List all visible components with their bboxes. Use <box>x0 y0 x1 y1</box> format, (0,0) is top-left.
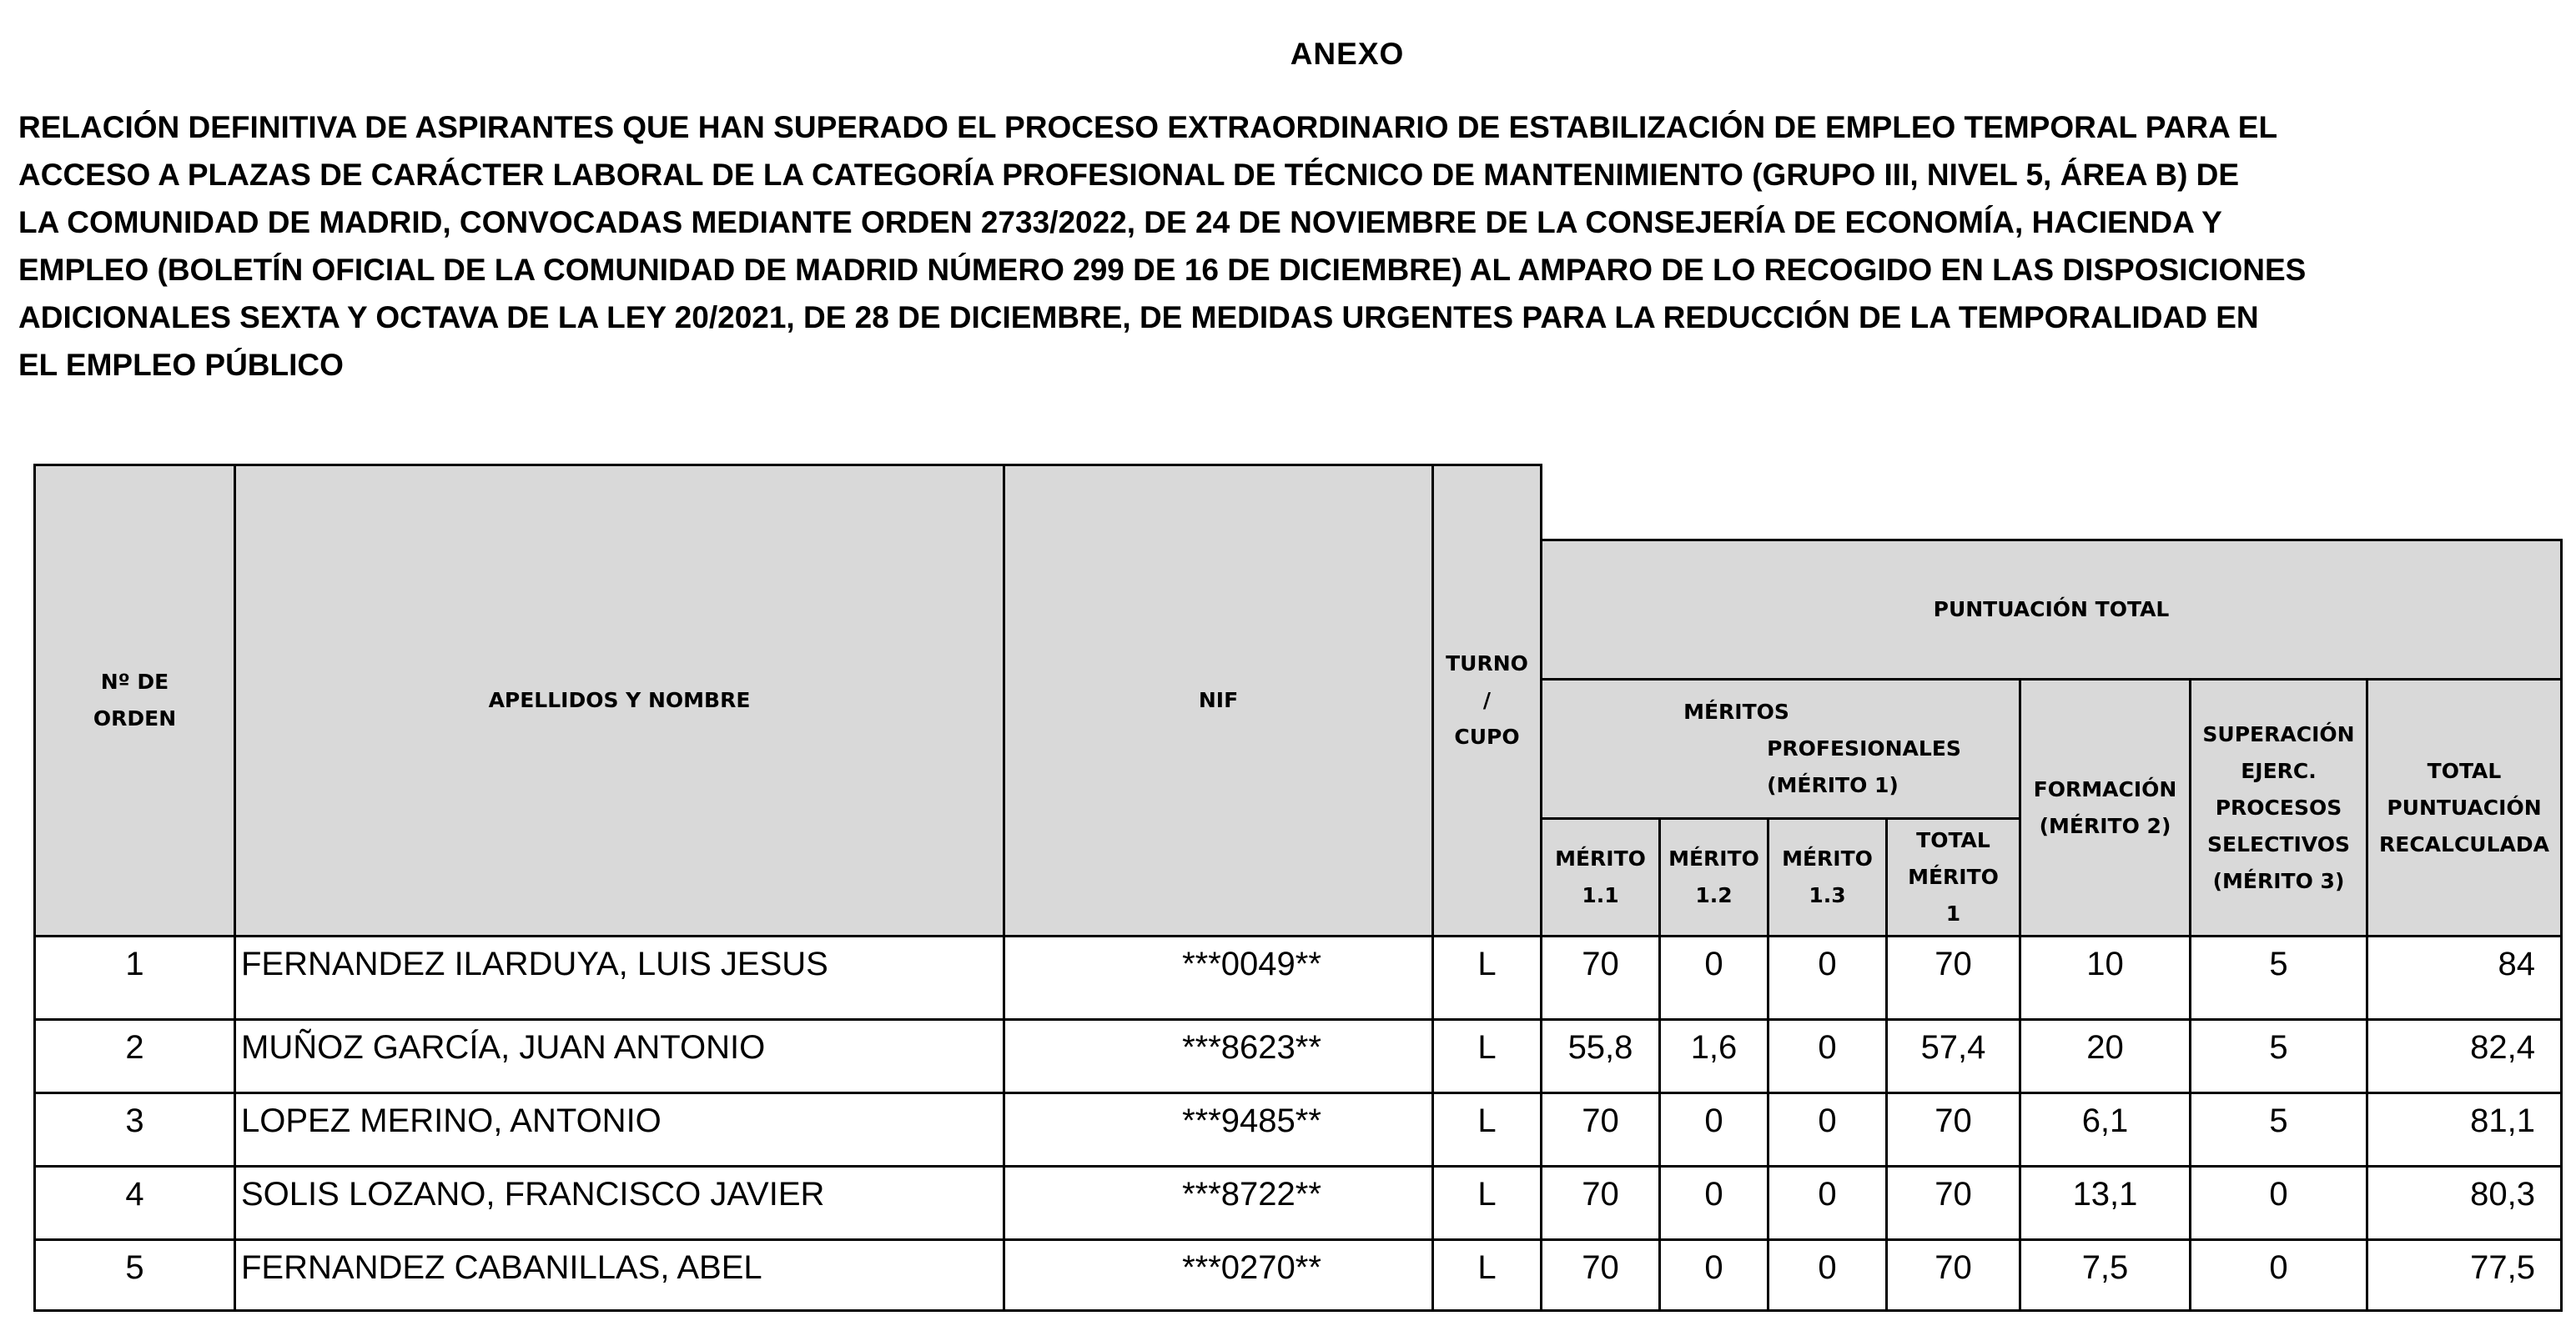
header-merito-line: 1.1 <box>1582 883 1619 907</box>
cell-m12: 0 <box>1658 935 1769 1021</box>
cell-m13: 0 <box>1767 1165 1888 1241</box>
cell-formacion: 7,5 <box>2019 1238 2191 1312</box>
cell-nif: ***0270** <box>1003 1238 1434 1312</box>
header-total-recalculada-line: RECALCULADA <box>2379 831 2549 856</box>
header-superacion-line: EJERC. <box>2241 758 2317 783</box>
cell-total: 82,4 <box>2366 1018 2563 1094</box>
header-total-merito-line: 1 <box>1945 902 1961 926</box>
cell-m12: 1,6 <box>1658 1018 1769 1094</box>
cell-superacion: 5 <box>2189 935 2368 1021</box>
cell-total-m1: 70 <box>1885 935 2021 1021</box>
cell-formacion: 10 <box>2019 935 2191 1021</box>
cell-total: 77,5 <box>2366 1238 2563 1312</box>
header-turno-line: CUPO <box>1454 725 1520 749</box>
cell-m12: 0 <box>1658 1238 1769 1312</box>
header-total-merito-1 <box>1885 817 2021 937</box>
header-total-recalculada-line: TOTAL <box>2427 758 2502 783</box>
cell-superacion: 0 <box>2189 1238 2368 1312</box>
header-superacion-line: PROCESOS <box>2215 795 2342 820</box>
cell-turno: L <box>1431 1165 1542 1241</box>
header-turno-line: / <box>1482 688 1492 712</box>
header-total-merito-line: TOTAL <box>1916 828 1990 852</box>
cell-formacion: 13,1 <box>2019 1165 2191 1241</box>
header-meritos-line: PROFESIONALES <box>1767 736 1961 761</box>
results-table <box>33 464 2563 1306</box>
cell-m11: 70 <box>1540 1165 1661 1241</box>
cell-nombre: SOLIS LOZANO, FRANCISCO JAVIER <box>234 1165 1005 1241</box>
header-merito-1-1 <box>1540 817 1661 937</box>
cell-m13: 0 <box>1767 1018 1888 1094</box>
header-turno-line: TURNO <box>1446 651 1528 676</box>
cell-turno: L <box>1431 1238 1542 1312</box>
heading-line: ACCESO A PLAZAS DE CARÁCTER LABORAL DE LA CATEGORÍA PROFESIONAL DE TÉCNICO DE MANTENIMIENTO (GRUPO III, NIVEL 5, ÁREA B) DE <box>18 158 2240 192</box>
cell-total-m1: 57,4 <box>1885 1018 2021 1094</box>
header-superacion-line: (MÉRITO 3) <box>2212 868 2345 893</box>
cell-m11: 55,8 <box>1540 1018 1661 1094</box>
cell-total: 81,1 <box>2366 1092 2563 1168</box>
header-superacion <box>2189 678 2368 937</box>
cell-total: 80,3 <box>2366 1165 2563 1241</box>
cell-orden: 5 <box>33 1238 236 1312</box>
header-turno <box>1431 464 1542 937</box>
header-formacion <box>2019 678 2191 937</box>
cell-m13: 0 <box>1767 1092 1888 1168</box>
cell-m13: 0 <box>1767 1238 1888 1312</box>
header-orden-line: ORDEN <box>93 706 177 731</box>
cell-nombre: FERNANDEZ CABANILLAS, ABEL <box>234 1238 1005 1312</box>
document-title: ANEXO <box>1290 37 1405 71</box>
heading-line: ADICIONALES SEXTA Y OCTAVA DE LA LEY 20/2021, DE 28 DE DICIEMBRE, DE MEDIDAS URGENTES PARA LA REDUCCIÓN DE LA TEMPORALIDAD EN <box>18 300 2259 334</box>
cell-orden: 3 <box>33 1092 236 1168</box>
header-orden <box>33 464 236 937</box>
header-puntuacion-total: PUNTUACIÓN TOTAL <box>1540 539 2563 681</box>
cell-turno: L <box>1431 1092 1542 1168</box>
header-nombre: APELLIDOS Y NOMBRE <box>234 464 1005 937</box>
cell-m11: 70 <box>1540 1238 1661 1312</box>
cell-m13: 0 <box>1767 935 1888 1021</box>
cell-nombre: LOPEZ MERINO, ANTONIO <box>234 1092 1005 1168</box>
cell-nif: ***8623** <box>1003 1018 1434 1094</box>
header-merito-1-2 <box>1658 817 1769 937</box>
header-merito-line: MÉRITO <box>1555 846 1646 871</box>
cell-nif: ***0049** <box>1003 935 1434 1021</box>
cell-orden: 2 <box>33 1018 236 1094</box>
cell-formacion: 6,1 <box>2019 1092 2191 1168</box>
cell-m12: 0 <box>1658 1092 1769 1168</box>
header-meritos-line: MÉRITOS <box>1683 700 1789 724</box>
header-orden-line: Nº DE <box>100 670 169 694</box>
header-formacion-line: FORMACIÓN <box>2033 776 2177 801</box>
heading-line: LA COMUNIDAD DE MADRID, CONVOCADAS MEDIANTE ORDEN 2733/2022, DE 24 DE NOVIEMBRE DE LA CONSEJERÍA DE ECONOMÍA, HACIENDA Y <box>18 205 2222 239</box>
cell-orden: 4 <box>33 1165 236 1241</box>
cell-m11: 70 <box>1540 1092 1661 1168</box>
cell-superacion: 5 <box>2189 1092 2368 1168</box>
cell-m11: 70 <box>1540 935 1661 1021</box>
cell-turno: L <box>1431 1018 1542 1094</box>
header-merito-1-3 <box>1767 817 1888 937</box>
cell-superacion: 0 <box>2189 1165 2368 1241</box>
header-superacion-line: SELECTIVOS <box>2207 831 2350 856</box>
header-merito-line: 1.3 <box>1809 883 1846 907</box>
cell-nif: ***9485** <box>1003 1092 1434 1168</box>
header-total-recalculada <box>2366 678 2563 937</box>
header-total-recalculada-line: PUNTUACIÓN <box>2387 795 2542 820</box>
header-merito-line: MÉRITO <box>1668 846 1759 871</box>
cell-total-m1: 70 <box>1885 1092 2021 1168</box>
heading-line: EL EMPLEO PÚBLICO <box>18 348 344 382</box>
cell-total-m1: 70 <box>1885 1238 2021 1312</box>
header-merito-line: MÉRITO <box>1782 846 1873 871</box>
heading-line: RELACIÓN DEFINITIVA DE ASPIRANTES QUE HAN SUPERADO EL PROCESO EXTRAORDINARIO DE ESTABILIZACIÓN DE EMPLEO TEMPORAL PARA EL <box>18 110 2278 144</box>
cell-formacion: 20 <box>2019 1018 2191 1094</box>
header-meritos-profesionales <box>1540 678 2021 820</box>
cell-nombre: MUÑOZ GARCÍA, JUAN ANTONIO <box>234 1018 1005 1094</box>
header-superacion-line: SUPERACIÓN <box>2202 721 2355 746</box>
header-merito-line: 1.2 <box>1695 883 1733 907</box>
header-nif: NIF <box>1003 464 1434 937</box>
cell-superacion: 5 <box>2189 1018 2368 1094</box>
cell-turno: L <box>1431 935 1542 1021</box>
document-heading <box>18 103 2563 389</box>
cell-orden: 1 <box>33 935 236 1021</box>
header-formacion-line: (MÉRITO 2) <box>2039 813 2171 838</box>
heading-line: EMPLEO (BOLETÍN OFICIAL DE LA COMUNIDAD DE MADRID NÚMERO 299 DE 16 DE DICIEMBRE) AL AMPARO DE LO RECOGIDO EN LAS DISPOSICIONES <box>18 253 2307 287</box>
header-total-merito-line: MÉRITO <box>1908 865 1999 889</box>
cell-total-m1: 70 <box>1885 1165 2021 1241</box>
cell-total: 84 <box>2366 935 2563 1021</box>
cell-m12: 0 <box>1658 1165 1769 1241</box>
header-meritos-line: (MÉRITO 1) <box>1767 773 1899 797</box>
cell-nif: ***8722** <box>1003 1165 1434 1241</box>
cell-nombre: FERNANDEZ ILARDUYA, LUIS JESUS <box>234 935 1005 1021</box>
